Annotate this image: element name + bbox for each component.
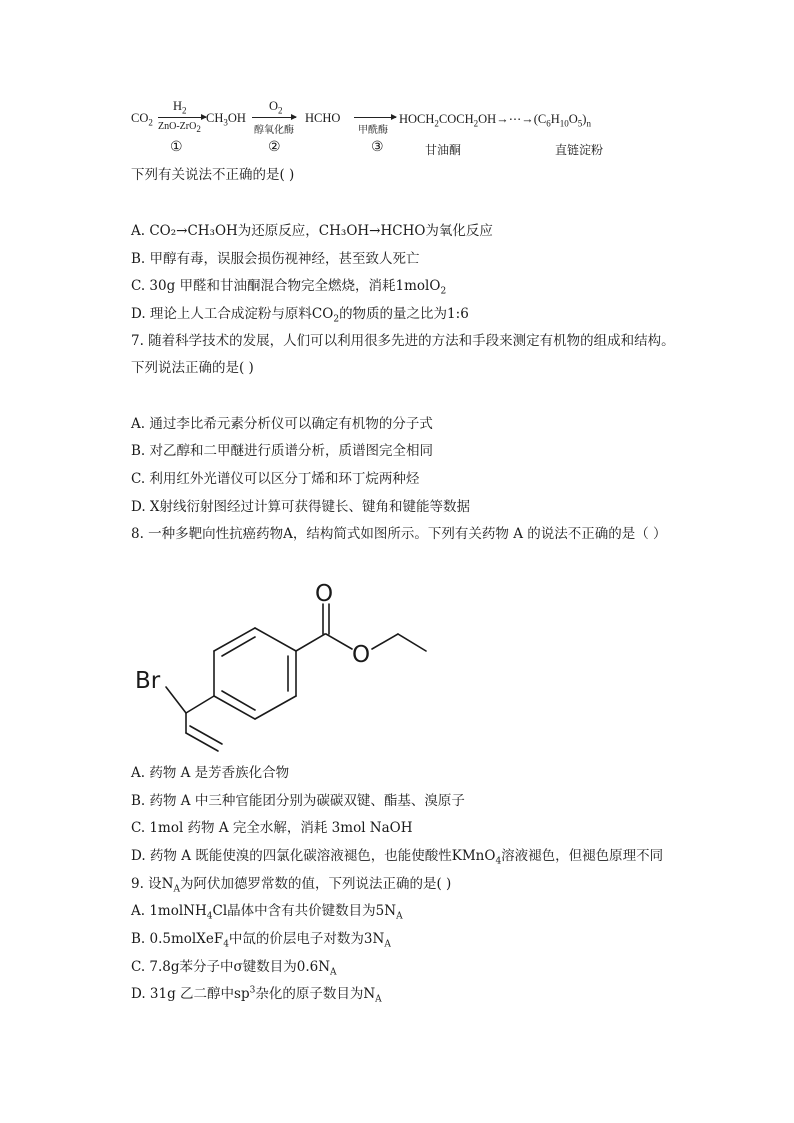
q9-option-c: C. 7.8g苯分子中σ键数目为$0.6N_A$ (131, 959, 337, 978)
bond-vinyl-double-1 (186, 733, 218, 751)
q7-option-c: C. 利用红外光谱仪可以区分丁烯和环丁烷两种烃 (131, 471, 420, 487)
q6-option-a: A. CO₂→CH₃OH为还原反应，CH₃OH→HCHO为氧化反应 (131, 223, 493, 239)
step-1-label: ① (170, 139, 183, 155)
arrow-2 (252, 117, 296, 118)
q9-stem: 9. 设$N_A$为阿伏加德罗常数的值，下列说法正确的是( ) (131, 876, 452, 895)
label-amylose: 直链淀粉 (555, 143, 604, 157)
atom-carbonyl-o: O (315, 581, 334, 607)
q9-option-d: D. 31g 乙二醇中$sp^3$杂化的原子数目为$N_A$ (131, 985, 382, 1005)
q7-stem-line1: 7. 随着科学技术的发展，人们可以利用很多先进的方法和手段来测定有机物的组成和结构。 (131, 333, 675, 349)
bond-ring-chbr (186, 696, 214, 713)
ring-bond-1 (214, 628, 255, 651)
ring-bond-2 (255, 628, 296, 651)
hcho-formula: HCHO (305, 111, 341, 125)
q7-option-b: B. 对乙醇和二甲醚进行质谱分析，质谱图完全相同 (131, 443, 434, 459)
bond-ring-carbonyl (296, 634, 325, 651)
bond-c-br (166, 687, 186, 713)
bond-o-ch2 (372, 634, 398, 649)
q6-stem: 下列有关说法不正确的是( ) (131, 167, 295, 183)
label-dihydroxyacetone: 甘油酮 (425, 143, 462, 157)
ring-bond-4 (255, 696, 296, 719)
q7-stem-line2: 下列说法正确的是( ) (131, 360, 254, 376)
ring-inner-1 (222, 637, 255, 656)
catalyst-znozro2: ZnO-ZrO$_2$ (158, 121, 201, 134)
ring-bond-5 (214, 696, 255, 719)
step-2-label: ② (268, 139, 281, 155)
bond-vinyl-double-2 (190, 726, 222, 744)
ring-inner-3 (222, 691, 255, 710)
q6-option-b: B. 甲醇有毒，误服会损伤视神经，甚至致人死亡 (131, 251, 420, 267)
ch3oh-formula: $CH_3OH$ (206, 111, 246, 128)
reagent-h2: $H_2$ (173, 99, 187, 116)
q9-option-a: A. 1molNH$_4$Cl晶体中含有共价键数目为$5N_A$ (131, 903, 403, 922)
atom-br: Br (135, 668, 161, 694)
bond-c-o-ester (326, 634, 352, 649)
q6-option-c: C. 30g 甲醛和甘油酮混合物完全燃烧，消耗1molO$_2$ (131, 278, 447, 297)
q8-option-b: B. 药物 A 中三种官能团分别为碳碳双键、酯基、溴原子 (131, 793, 465, 809)
q6-option-d: D. 理论上人工合成淀粉与原料$CO_2$的物质的量之比为1:6 (131, 306, 469, 325)
product-chain: $HOCH_2COCH_2OH\to\cdots\to(C_6H_{10}O_5)_n$ (399, 112, 591, 129)
q8-option-a: A. 药物 A 是芳香族化合物 (131, 765, 290, 781)
q8-stem: 8. 一种多靶向性抗癌药物A，结构简式如图所示。下列有关药物 A 的说法不正确的是（ ） (131, 526, 667, 542)
q9-option-b: B. 0.5molXeF$_4$中氙的价层电子对数为$3N_A$ (131, 931, 391, 950)
arrow-3 (354, 117, 396, 118)
q8-option-d: D. 药物 A 既能使溴的四氯化碳溶液褪色，也能使酸性KMnO$_4$溶液褪色，但褪色原理不同 (131, 848, 664, 867)
enzyme-alcohol-oxidase: 醇氧化酶 (254, 125, 294, 136)
atom-ester-o: O (352, 642, 371, 668)
enzyme-formolase: 甲酰酶 (358, 125, 388, 136)
q7-option-d: D. X射线衍射图经过计算可获得键长、键角和键能等数据 (131, 499, 471, 515)
drug-a-structure (130, 575, 440, 755)
q8-option-c: C. 1mol 药物 A 完全水解，消耗 3mol NaOH (131, 820, 413, 836)
arrow-1 (158, 117, 206, 118)
step-3-label: ③ (371, 139, 384, 155)
co2-formula: $CO_2$ (131, 111, 153, 128)
q7-option-a: A. 通过李比希元素分析仪可以确定有机物的分子式 (131, 416, 433, 432)
bond-ch2-ch3 (398, 634, 426, 651)
reagent-o2: $O_2$ (269, 99, 283, 116)
